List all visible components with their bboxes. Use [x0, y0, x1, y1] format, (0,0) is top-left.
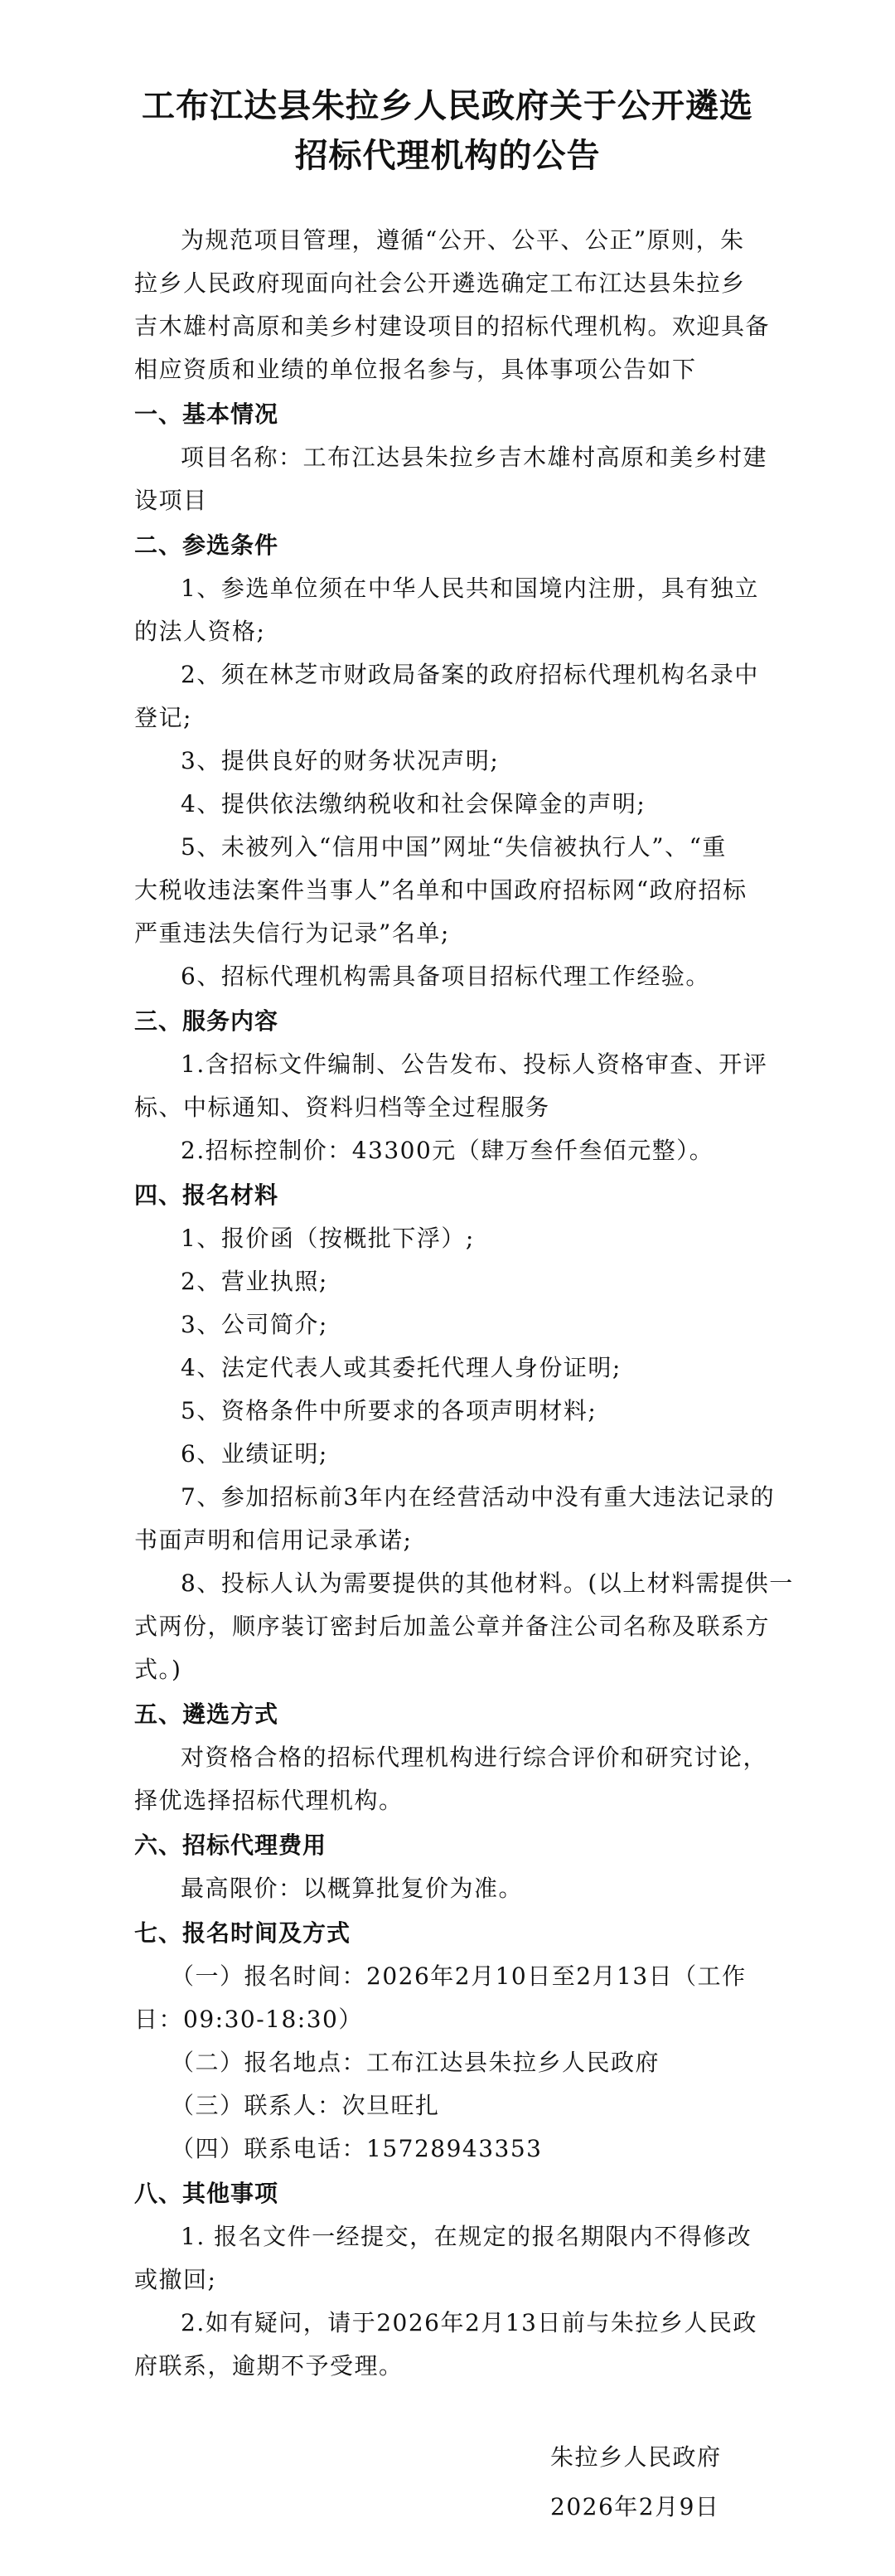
section-line: 式两份，顺序装订密封后加盖公章并备注公司名称及联系方: [134, 1613, 771, 1640]
intro-line: 吉木雄村高原和美乡村建设项目的招标代理机构。欢迎具备: [134, 313, 771, 340]
section-line: 7、参加招标前3年内在经营活动中没有重大违法记录的: [181, 1483, 776, 1511]
section-line: 5、未被列入“信用中国”网址“失信被执行人”、“重: [181, 833, 727, 861]
section-line: 2.如有疑问，请于2026年2月13日前与朱拉乡人民政: [181, 2309, 757, 2336]
section-line: 的法人资格;: [134, 618, 266, 645]
intro-line: 拉乡人民政府现面向社会公开遴选确定工布江达县朱拉乡: [134, 269, 746, 297]
section-line: 1、参选单位须在中华人民共和国境内注册，具有独立: [181, 575, 759, 602]
section-line: 6、招标代理机构需具备项目招标代理工作经验。: [181, 963, 710, 990]
section-line: 设项目: [134, 487, 208, 514]
section-heading: 六、招标代理费用: [134, 1831, 327, 1859]
section-heading: 三、服务内容: [134, 1007, 279, 1035]
section-heading: 四、报名材料: [134, 1181, 279, 1209]
section-line: （一）报名时间：2026年2月10日至2月13日（工作: [171, 1962, 747, 1990]
section-line: 2、营业执照;: [181, 1268, 328, 1295]
section-line: 1.含招标文件编制、公告发布、投标人资格审查、开评: [181, 1050, 768, 1078]
section-line: 登记;: [134, 704, 192, 731]
signature-date: 2026年2月9日: [550, 2493, 720, 2520]
section-line: 日：09:30-18:30）: [134, 2006, 363, 2033]
section-heading: 八、其他事项: [134, 2180, 279, 2207]
section-line: 4、提供依法缴纳税收和社会保障金的声明;: [181, 790, 646, 817]
section-line: 1、报价函（按概批下浮）;: [181, 1225, 475, 1252]
section-line: 择优选择招标代理机构。: [134, 1787, 404, 1814]
page-title-line2: 招标代理机构的公告: [294, 136, 601, 175]
section-line: 项目名称：工布江达县朱拉乡吉木雄村高原和美乡村建: [181, 444, 768, 471]
intro-line: 为规范项目管理，遵循“公开、公平、公正”原则，朱: [181, 226, 745, 254]
section-line: 3、公司简介;: [181, 1311, 328, 1338]
section-heading: 一、基本情况: [134, 400, 279, 428]
section-heading: 二、参选条件: [134, 531, 279, 559]
intro-line: 相应资质和业绩的单位报名参与，具体事项公告如下: [134, 356, 697, 383]
section-line: 4、法定代表人或其委托代理人身份证明;: [181, 1354, 622, 1381]
section-line: 5、资格条件中所要求的各项声明材料;: [181, 1397, 597, 1424]
section-line: （三）联系人：次旦旺扎: [171, 2092, 440, 2119]
page-title-line1: 工布江达县朱拉乡人民政府关于公开遴选: [142, 86, 753, 125]
section-line: 1. 报名文件一经提交，在规定的报名期限内不得修改: [181, 2223, 752, 2250]
section-line: 书面声明和信用记录承诺;: [134, 1526, 413, 1554]
section-line: 式。): [134, 1656, 182, 1683]
section-line: 标、中标通知、资料归档等全过程服务: [134, 1094, 550, 1121]
section-heading: 七、报名时间及方式: [134, 1919, 351, 1947]
signature-org: 朱拉乡人民政府: [550, 2443, 722, 2471]
section-line: （二）报名地点：工布江达县朱拉乡人民政府: [171, 2049, 660, 2076]
section-line: 2.招标控制价：43300元（肆万叁仟叁佰元整）。: [181, 1137, 714, 1164]
section-line: 府联系，逾期不予受理。: [134, 2352, 404, 2380]
section-heading: 五、遴选方式: [134, 1700, 279, 1728]
section-line: 大税收违法案件当事人”名单和中国政府招标网“政府招标: [134, 876, 747, 904]
section-line: 严重违法失信行为记录”名单;: [134, 919, 450, 947]
section-line: 6、业绩证明;: [181, 1440, 328, 1467]
section-line: 2、须在林芝市财政局备案的政府招标代理机构名录中: [181, 661, 759, 688]
section-line: 3、提供良好的财务状况声明;: [181, 747, 500, 774]
section-line: 最高限价：以概算批复价为准。: [181, 1875, 524, 1902]
section-line: 8、投标人认为需要提供的其他材料。(以上材料需提供一: [181, 1569, 794, 1597]
section-line: 或撤回;: [134, 2266, 217, 2293]
section-line: 对资格合格的招标代理机构进行综合评价和研究讨论，: [181, 1744, 768, 1771]
section-line: （四）联系电话：15728943353: [171, 2135, 543, 2162]
